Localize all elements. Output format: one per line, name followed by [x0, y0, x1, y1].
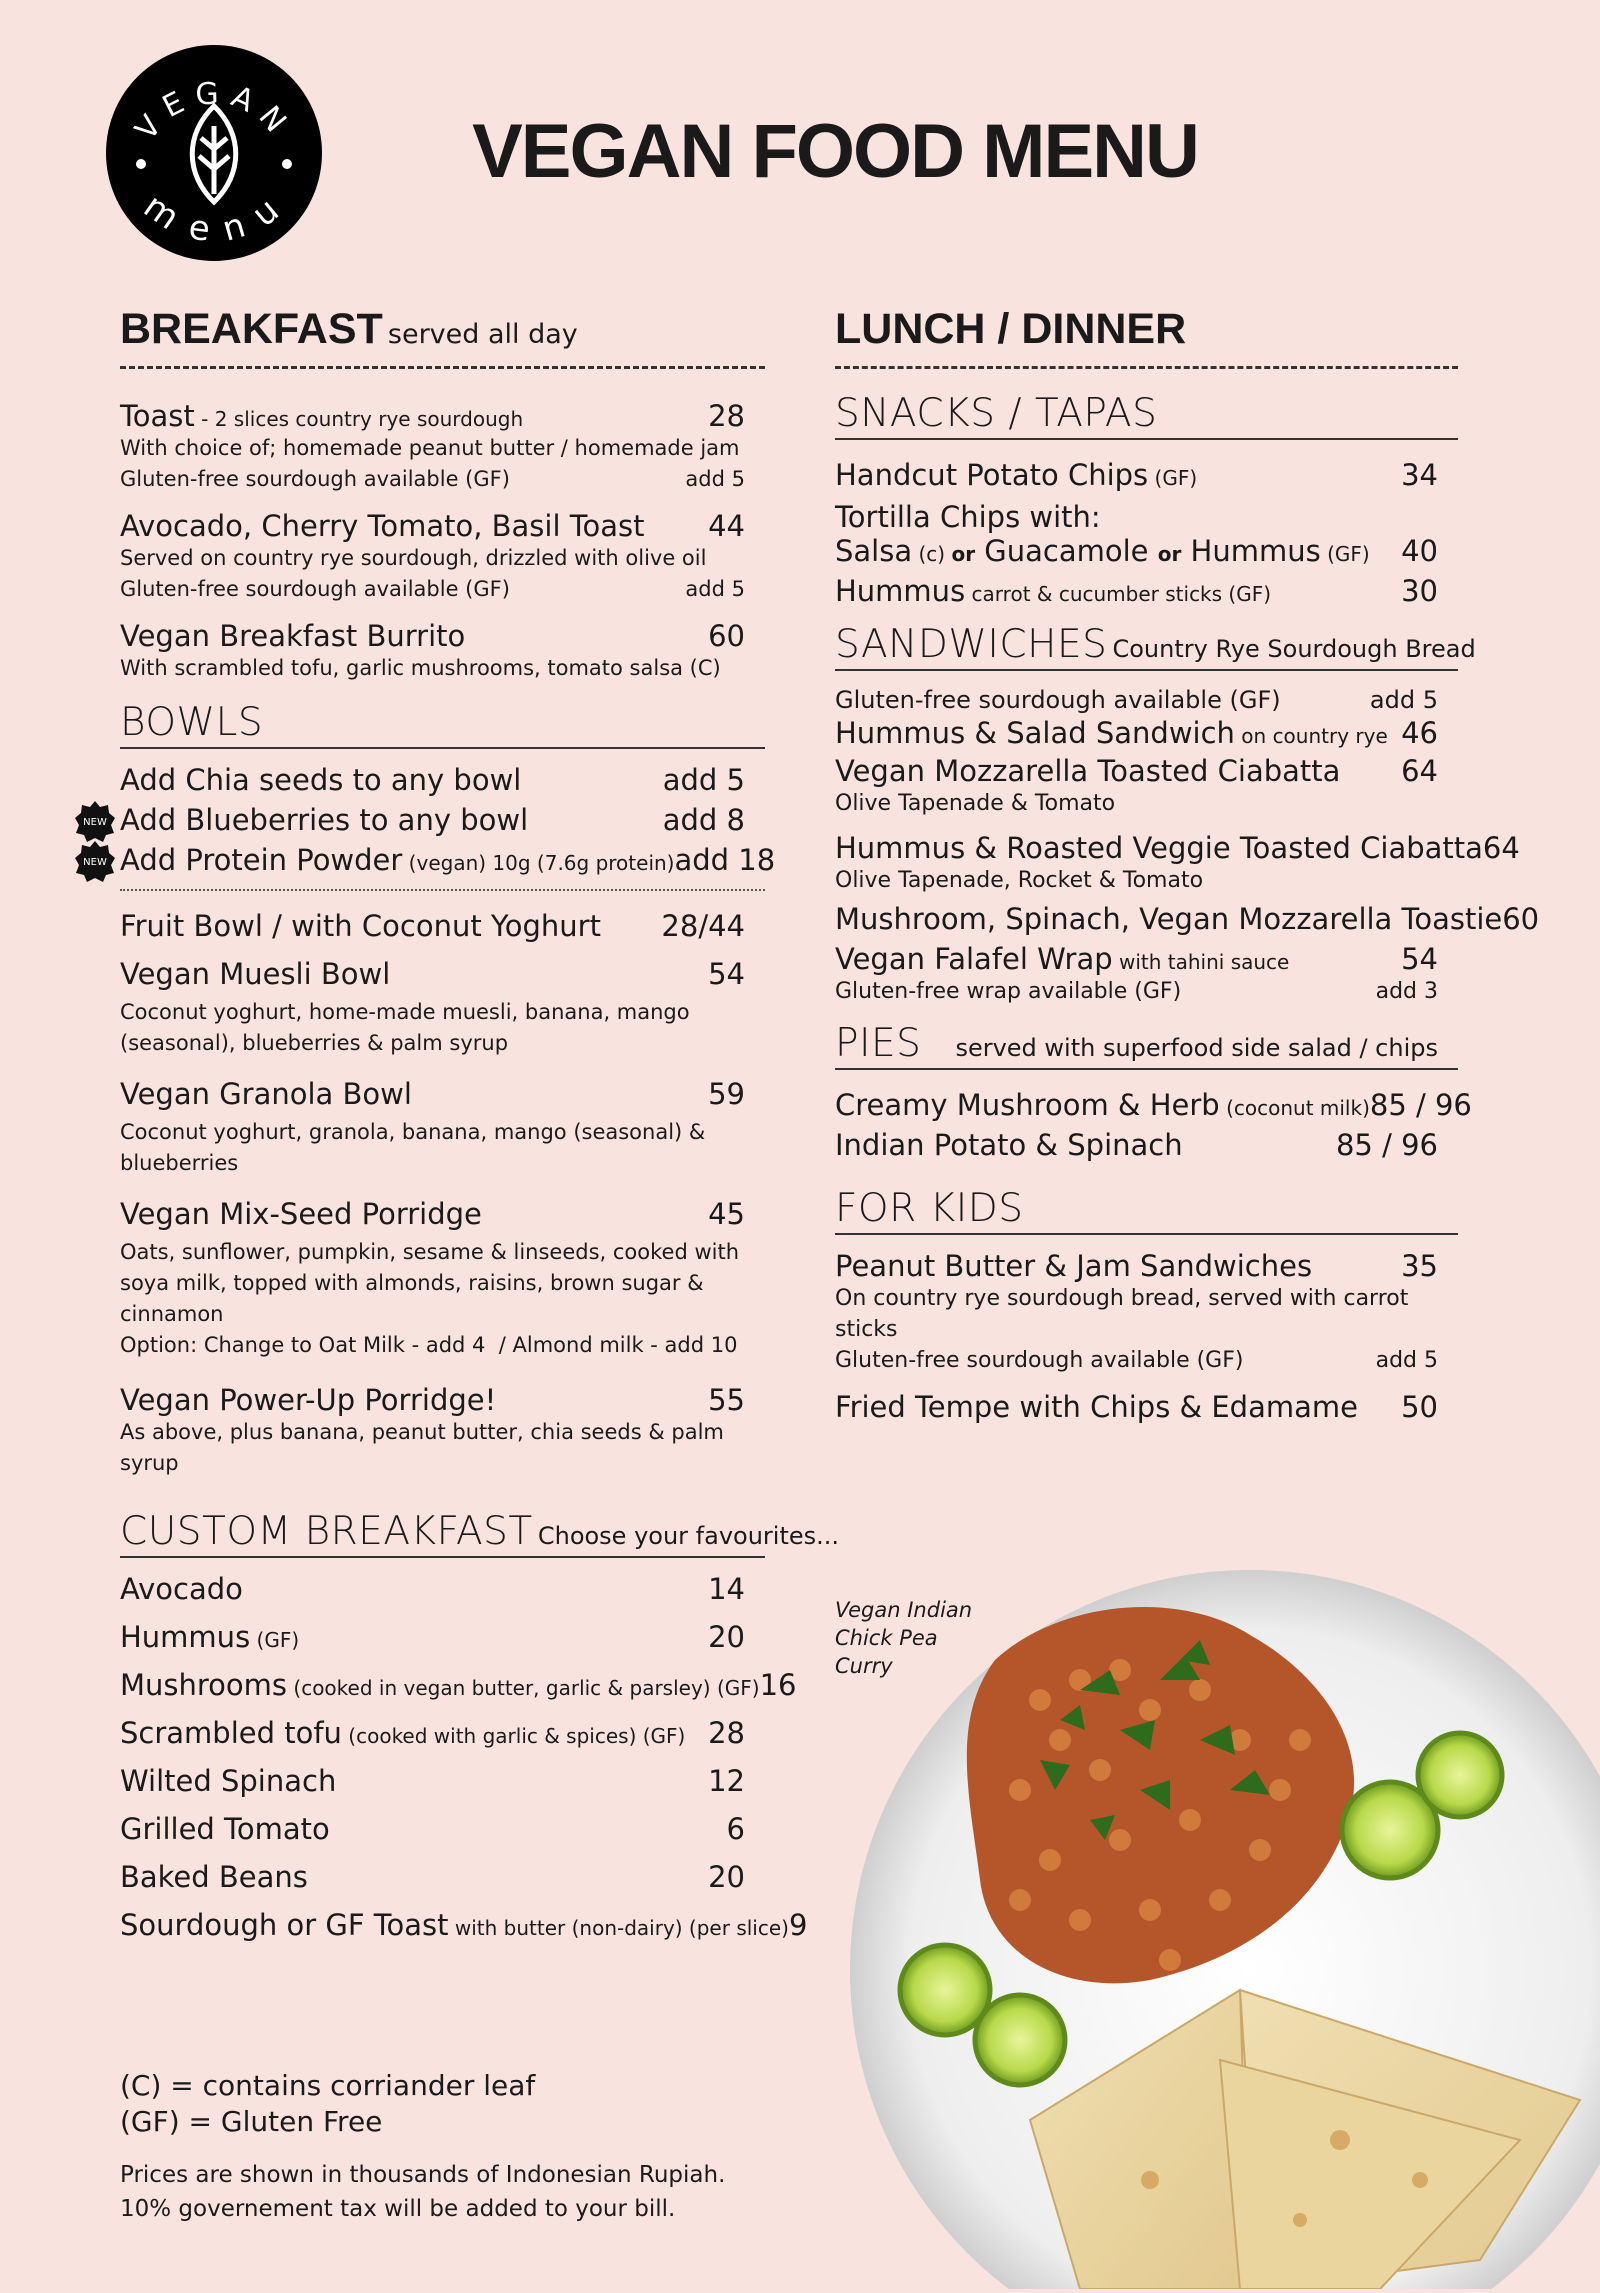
list-item: Hummus (GF) 20: [120, 1620, 745, 1654]
item-description: Served on country rye sourdough, drizzled with olive oil: [120, 546, 707, 570]
chickpea-curry-photo: [820, 1540, 1600, 2289]
legend-gluten-free: (GF) = Gluten Free: [120, 2105, 383, 2138]
tax-note: 10% governement tax will be added to your bill.: [120, 2196, 676, 2222]
item-name: Avocado, Cherry Tomato, Basil Toast: [120, 509, 645, 543]
list-item: Grilled Tomato 6: [120, 1812, 745, 1846]
menu-item: Vegan Mozzarella Toasted Ciabatta 64 Olive Tapenade & Tomato: [835, 754, 1438, 816]
menu-item: Peanut Butter & Jam Sandwiches 35 On country rye sourdough bread, served with carrot sticks Gluten-free sourdough available (GF) add 5: [835, 1249, 1438, 1373]
item-description: Coconut yoghurt, home-made muesli, banana, mango (seasonal), blueberries & palm syrup: [120, 1000, 690, 1055]
menu-item: Fried Tempe with Chips & Edamame 50: [835, 1390, 1438, 1424]
legend: [120, 2068, 725, 2226]
item-description: With scrambled tofu, garlic mushrooms, tomato salsa (C): [120, 656, 721, 680]
custom-breakfast-subheading: Choose your favourites...: [537, 1522, 840, 1550]
list-item: Mushrooms (cooked in vegan butter, garlic & parsley) (GF) 16: [120, 1668, 797, 1702]
gf-price: add 5: [685, 467, 745, 491]
gf-note: Gluten-free sourdough available (GF): [120, 467, 510, 491]
custom-breakfast-heading: CUSTOM BREAKFAST: [120, 1509, 533, 1554]
addon-row: [83, 843, 776, 883]
item-description: With choice of; homemade peanut butter / homemade jam: [120, 436, 740, 460]
sandwiches-heading: SANDWICHES: [835, 622, 1108, 667]
custom-breakfast-list: [120, 1572, 808, 1956]
kids-heading: FOR KIDS: [835, 1186, 1458, 1235]
bowls-heading: BOWLS: [120, 700, 765, 749]
pies-subheading: served with superfood side salad / chips: [955, 1034, 1438, 1062]
addon-name: Add Blueberries to any bowl: [120, 803, 529, 837]
bowl-item: [120, 1197, 765, 1361]
legend-coriander: (C) = contains corriander leaf: [120, 2069, 536, 2102]
bowl-item: [120, 1077, 765, 1179]
breakfast-subheading: served all day: [387, 319, 578, 350]
menu-item: Mushroom, Spinach, Vegan Mozzarella Toastie 60: [835, 902, 1540, 936]
snacks-heading: SNACKS / TAPAS: [835, 391, 1458, 440]
gf-note: Gluten-free sourdough available (GF): [120, 577, 510, 601]
breakfast-item: [120, 399, 765, 495]
list-item: Scrambled tofu (cooked with garlic & spices) (GF) 28: [120, 1716, 745, 1750]
svg-text:menu: menu: [136, 185, 293, 251]
addon-price: add 5: [662, 763, 745, 797]
addon-name: Add Chia seeds to any bowl: [120, 763, 522, 797]
item-description: Oats, sunflower, pumpkin, sesame & linseeds, cooked with soya milk, topped with almonds, raisins, brown sugar & cinnamon: [120, 1240, 740, 1326]
bowl-item: [120, 909, 765, 943]
addon-price: add 18: [674, 843, 776, 877]
breakfast-header: [120, 305, 765, 369]
pies-header: [835, 1021, 1458, 1070]
price-note: Prices are shown in thousands of Indonesian Rupiah.: [120, 2162, 726, 2188]
list-item: Wilted Spinach 12: [120, 1764, 745, 1798]
addon-price: add 8: [662, 803, 745, 837]
item-name: Vegan Mix-Seed Porridge: [120, 1197, 482, 1231]
gf-note: Gluten-free sourdough available (GF) add 5: [835, 686, 1438, 714]
svg-text:NEW: NEW: [83, 817, 107, 828]
left-column: [83, 305, 840, 1956]
item-price: 44: [708, 509, 745, 543]
right-column: [835, 305, 1540, 1424]
pies-heading: PIES: [835, 1021, 922, 1066]
menu-item: Indian Potato & Spinach 85 / 96: [835, 1128, 1438, 1162]
menu-item: Creamy Mushroom & Herb (coconut milk) 85 / 96: [835, 1088, 1472, 1122]
svg-text:VEGAN: VEGAN: [128, 76, 300, 147]
svg-text:NEW: NEW: [83, 857, 107, 868]
menu-item: Vegan Falafel Wrap with tahini sauce 54 Gluten-free wrap available (GF) add 3: [835, 942, 1438, 1004]
item-name: Toast: [120, 399, 195, 433]
bowl-item: [120, 1383, 765, 1479]
menu-item: Hummus & Salad Sandwich on country rye 46: [835, 716, 1438, 750]
item-price: 45: [708, 1197, 745, 1231]
sandwiches-subheading: Country Rye Sourdough Bread: [1112, 635, 1476, 663]
list-item: Avocado 14: [120, 1572, 745, 1606]
custom-breakfast-header: [120, 1509, 840, 1558]
addon-row: [120, 763, 765, 803]
bowl-item: [120, 957, 765, 1059]
item-note: - 2 slices country rye sourdough: [194, 407, 524, 431]
photo-caption: Vegan Indian Chick Pea Curry: [835, 1598, 973, 1678]
sandwiches-header: [835, 622, 1476, 671]
item-price: 54: [708, 957, 745, 991]
bowl-addons: [83, 763, 776, 883]
addon-name: Add Protein Powder: [120, 843, 403, 877]
new-badge: [74, 800, 116, 842]
item-option: Option: Change to Oat Milk - add 4 / Almond milk - add 10: [120, 1333, 738, 1357]
item-price: 59: [708, 1077, 745, 1111]
list-item: Sourdough or GF Toast with butter (non-dairy) (per slice) 9: [120, 1908, 808, 1942]
divider: [120, 889, 765, 891]
item-description: As above, plus banana, peanut butter, chia seeds & palm syrup: [120, 1420, 724, 1475]
list-item: Baked Beans 20: [120, 1860, 745, 1894]
item-price: 28: [708, 399, 745, 433]
item-description: Coconut yoghurt, granola, banana, mango (seasonal) & blueberries: [120, 1120, 706, 1175]
page-title: VEGAN FOOD MENU: [472, 109, 1198, 194]
menu-item: Salsa (c) or Guacamole or Hummus (GF) 40: [835, 534, 1438, 568]
item-name: Vegan Granola Bowl: [120, 1077, 412, 1111]
addon-row: [83, 803, 765, 843]
item-price: 28/44: [661, 909, 745, 943]
item-name: Vegan Breakfast Burrito: [120, 619, 466, 653]
menu-item: Hummus carrot & cucumber sticks (GF) 30: [835, 574, 1438, 608]
item-price: 60: [708, 619, 745, 653]
breakfast-item: [120, 619, 765, 684]
menu-item: Handcut Potato Chips (GF) 34: [835, 458, 1438, 492]
item-name: Fruit Bowl / with Coconut Yoghurt: [120, 909, 601, 943]
lunch-heading: LUNCH / DINNER: [835, 305, 1458, 369]
item-name: Vegan Muesli Bowl: [120, 957, 391, 991]
item-price: 55: [708, 1383, 745, 1417]
gf-price: add 5: [685, 577, 745, 601]
new-badge: [74, 840, 116, 882]
menu-item: Hummus & Roasted Veggie Toasted Ciabatta 64 Olive Tapenade, Rocket & Tomato: [835, 831, 1520, 893]
addon-note: (vegan) 10g (7.6g protein): [402, 851, 675, 875]
breakfast-heading: BREAKFAST: [120, 305, 383, 353]
breakfast-item: [120, 509, 765, 605]
menu-item: Tortilla Chips with:: [835, 500, 1101, 534]
item-name: Vegan Power-Up Porridge!: [120, 1383, 497, 1417]
